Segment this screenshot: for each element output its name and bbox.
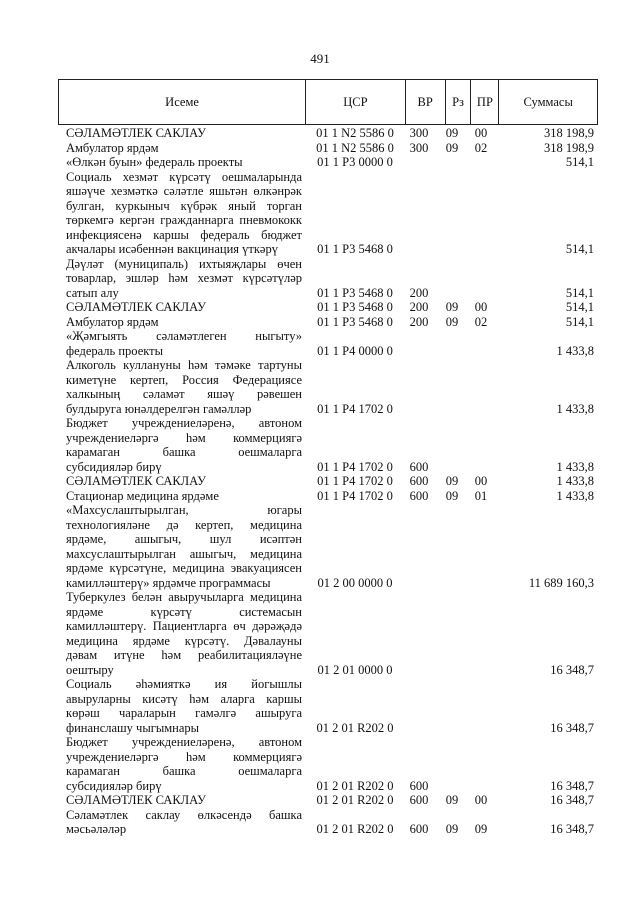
row-name-line: ярдәме, ашыгыч, шул исәптән — [66, 532, 302, 546]
row-name-line: сатып алу — [66, 285, 119, 300]
row-pr: 00 — [474, 126, 488, 140]
row-name-line: СӘЛАМӘТЛЕК САКЛАУ — [66, 300, 206, 314]
row-name-line: Социаль хезмәт күрсәтү оешмаларында — [66, 169, 302, 184]
row-csr: 01 1 P4 1702 0 — [317, 488, 393, 503]
row-name — [66, 808, 302, 837]
header-vr: ВР — [406, 80, 446, 124]
row-name-line: ярдәме күрсәтү системасын — [66, 604, 302, 619]
row-rz: 09 — [445, 126, 459, 140]
row-rz: 09 — [445, 314, 459, 329]
row-name-line: Социаль әһәмияткә ия йогышлы — [66, 677, 302, 691]
header-rz: Рз — [446, 80, 472, 124]
table-body — [66, 126, 594, 837]
row-csr: 01 1 P4 0000 0 — [317, 343, 393, 358]
table-row — [66, 300, 594, 315]
row-name — [66, 677, 302, 735]
row-vr: 600 — [409, 488, 429, 503]
row-name-line: дәвам итүне һәм реабилитацияләүне — [66, 648, 302, 662]
row-name-line: ярдәме күрсәтүне, медицина эвакуациясен — [66, 561, 302, 575]
row-name — [66, 329, 302, 358]
row-name-line: учреждениеләргә һәм коммерциягә — [66, 430, 302, 445]
row-vr: 600 — [409, 459, 429, 474]
row-name-line: яшәүче хезмәткә сәләтле яшьтән өлкәнрәк — [66, 184, 302, 198]
row-name-line: оештыру — [66, 662, 114, 677]
row-name-line: СӘЛАМӘТЛЕК САКЛАУ — [66, 474, 206, 488]
row-rz: 09 — [445, 300, 459, 314]
row-name-line: товарлар, эшләр һәм хезмәт күрсәтүләр — [66, 271, 302, 285]
header-csr: ЦСР — [306, 80, 406, 124]
row-sum: 11 689 160,3 — [528, 575, 594, 590]
row-sum: 514,1 — [565, 314, 594, 329]
row-csr: 01 1 P3 5468 0 — [317, 300, 393, 314]
table-row — [66, 257, 594, 301]
row-vr: 600 — [409, 778, 429, 793]
row-name-line: төркемгә кергән гражданнарга пневмококк — [66, 213, 302, 227]
row-vr: 200 — [409, 314, 429, 329]
row-sum: 16 348,7 — [550, 778, 594, 793]
row-name — [66, 257, 302, 301]
row-csr: 01 1 N2 5586 0 — [316, 126, 394, 140]
row-name-line: учреждениеләргә һәм коммерциягә — [66, 749, 302, 764]
row-sum: 1 433,8 — [556, 401, 594, 416]
row-name — [66, 735, 302, 793]
row-vr: 200 — [409, 285, 429, 300]
header-sum: Суммасы — [523, 94, 573, 109]
row-name-line: акчалары исәбеннән вакцинация үткәрү — [66, 242, 278, 256]
row-csr: 01 1 P4 1702 0 — [317, 401, 393, 416]
row-name-line: Амбулатор ярдәм — [66, 140, 159, 155]
row-vr: 600 — [409, 474, 429, 488]
row-pr: 02 — [474, 314, 488, 329]
table-row — [66, 358, 594, 416]
row-name-line: СӘЛАМӘТЛЕК САКЛАУ — [66, 793, 206, 807]
row-name — [66, 503, 302, 590]
row-name — [66, 155, 302, 170]
row-name-line: Амбулатор ярдәм — [66, 314, 159, 329]
row-csr: 01 2 01 R202 0 — [316, 778, 394, 793]
row-csr: 01 2 01 R202 0 — [316, 822, 394, 836]
table-row — [66, 155, 594, 170]
row-name — [66, 300, 302, 315]
row-pr: 00 — [474, 300, 488, 314]
row-vr: 300 — [409, 126, 429, 140]
row-name-line: «Махсуслаштырылган, югары — [66, 503, 302, 517]
row-name-line: Алкоголь куллануны һәм тәмәке тартуны — [66, 358, 302, 372]
row-name-line: көрәш чараларын гамәлгә ашыруга — [66, 706, 302, 720]
row-name-line: СӘЛАМӘТЛЕК САКЛАУ — [66, 126, 206, 140]
row-csr: 01 2 01 0000 0 — [317, 662, 393, 677]
row-rz: 09 — [445, 474, 459, 488]
row-sum: 16 348,7 — [550, 793, 594, 807]
row-name-line: Стационар медицина ярдәме — [66, 488, 219, 503]
row-name — [66, 315, 302, 330]
row-name-line: медицина ярдәме күрсәтү. Дәвалауны — [66, 633, 302, 648]
row-sum: 514,1 — [565, 242, 594, 256]
row-pr: 09 — [474, 822, 488, 836]
row-vr: 200 — [409, 300, 429, 314]
table-row — [66, 590, 594, 677]
row-sum: 16 348,7 — [550, 822, 594, 836]
table-row — [66, 416, 594, 474]
row-name-line: федераль проекты — [66, 343, 164, 358]
row-name-line: булдыруга юнәлдерелгән гамәлләр — [66, 401, 252, 416]
table-row — [66, 141, 594, 156]
row-csr: 01 1 P3 5468 0 — [317, 242, 393, 256]
row-csr: 01 1 P3 5468 0 — [317, 314, 393, 329]
row-name-line: булган, куркыныч күбрәк яный торган — [66, 198, 302, 213]
row-pr: 00 — [474, 474, 488, 488]
row-name-line: мәсьәләләр — [66, 822, 127, 836]
row-vr: 300 — [409, 140, 429, 155]
row-rz: 09 — [445, 822, 459, 836]
table-row — [66, 489, 594, 504]
table-row — [66, 315, 594, 330]
row-name-line: субсидияләр бирү — [66, 459, 162, 474]
page-number: 491 — [310, 51, 330, 66]
row-csr: 01 1 P3 0000 0 — [317, 155, 393, 169]
row-csr: 01 1 P4 1702 0 — [317, 459, 393, 474]
table-row — [66, 793, 594, 808]
table-header — [58, 79, 598, 125]
row-sum: 514,1 — [565, 285, 594, 300]
row-csr: 01 2 01 R202 0 — [316, 720, 394, 735]
row-sum: 318 198,9 — [544, 126, 594, 140]
row-sum: 1 433,8 — [556, 488, 594, 503]
row-name-line: финанслашу чыгымнары — [66, 720, 200, 735]
row-csr: 01 1 P3 5468 0 — [317, 285, 393, 300]
row-rz: 09 — [445, 793, 459, 807]
row-name — [66, 590, 302, 677]
row-rz: 09 — [445, 140, 459, 155]
row-vr: 600 — [409, 822, 429, 836]
row-name-line: авыруларны кисәтү һәм аларга каршы — [66, 691, 302, 706]
row-name-line: халкының сәламәт яшәү рәвешен — [66, 387, 302, 401]
row-sum: 1 433,8 — [556, 474, 594, 488]
table-row — [66, 808, 594, 837]
table-row — [66, 503, 594, 590]
row-name-line: камилләштерү» ярдәмче программасы — [66, 575, 271, 590]
row-name-line: Туберкулез белән авыручыларга медицина — [66, 590, 302, 604]
row-pr: 00 — [474, 793, 488, 807]
row-csr: 01 1 N2 5586 0 — [316, 140, 394, 155]
row-name-line: субсидияләр бирү — [66, 778, 162, 793]
row-name-line: «Өлкән буын» федераль проекты — [66, 155, 243, 169]
row-name-line: Бюджет учреждениеләренә, автоном — [66, 416, 302, 430]
row-sum: 514,1 — [565, 155, 594, 169]
row-csr: 01 2 00 0000 0 — [317, 575, 393, 590]
row-rz: 09 — [445, 488, 459, 503]
row-name-line: киметүне кертеп, Россия Федерациясе — [66, 372, 302, 387]
row-name — [66, 141, 302, 156]
row-pr: 01 — [474, 488, 488, 503]
table-row — [66, 735, 594, 793]
row-name-line: махсуслаштырылган ашыгыч, медицина — [66, 546, 302, 561]
row-name — [66, 474, 302, 489]
table-row — [66, 170, 594, 257]
row-name-line: камилләштерү. Пациентларга өч дәрәҗәдә — [66, 619, 302, 633]
row-sum: 16 348,7 — [550, 662, 594, 677]
row-csr: 01 2 01 R202 0 — [316, 793, 394, 807]
row-name-line: технологияләне дә кертеп, медицина — [66, 517, 302, 532]
table-row — [66, 474, 594, 489]
row-sum: 1 433,8 — [556, 343, 594, 358]
row-name — [66, 416, 302, 474]
row-name-line: Бюджет учреждениеләренә, автоном — [66, 735, 302, 749]
row-name-line: Сәламәтлек саклау өлкәсендә башка — [66, 807, 302, 822]
row-sum: 318 198,9 — [544, 140, 594, 155]
table-row — [66, 329, 594, 358]
table-row — [66, 126, 594, 141]
row-csr: 01 1 P4 1702 0 — [317, 474, 393, 488]
row-name — [66, 358, 302, 416]
row-name-line: Дәүләт (муниципаль) ихтыяҗлары өчен — [66, 256, 302, 271]
header-name: Исеме — [59, 80, 306, 124]
row-name — [66, 170, 302, 257]
table-row — [66, 677, 594, 735]
row-name-line: инфекциясенә каршы федераль бюджет — [66, 227, 302, 242]
row-name — [66, 489, 302, 504]
row-vr: 600 — [409, 793, 429, 807]
header-pr: ПР — [471, 80, 499, 124]
row-sum: 1 433,8 — [556, 459, 594, 474]
row-name-line: карамаган башка оешмаларга — [66, 764, 302, 778]
row-name-line: карамаган башка оешмаларга — [66, 445, 302, 459]
row-name — [66, 793, 302, 808]
row-sum: 16 348,7 — [550, 720, 594, 735]
row-pr: 02 — [474, 140, 488, 155]
row-name-line: «Җәмгыять сәламәтлеген ныгыту» — [66, 329, 302, 343]
row-sum: 514,1 — [565, 300, 594, 314]
row-name — [66, 126, 302, 141]
